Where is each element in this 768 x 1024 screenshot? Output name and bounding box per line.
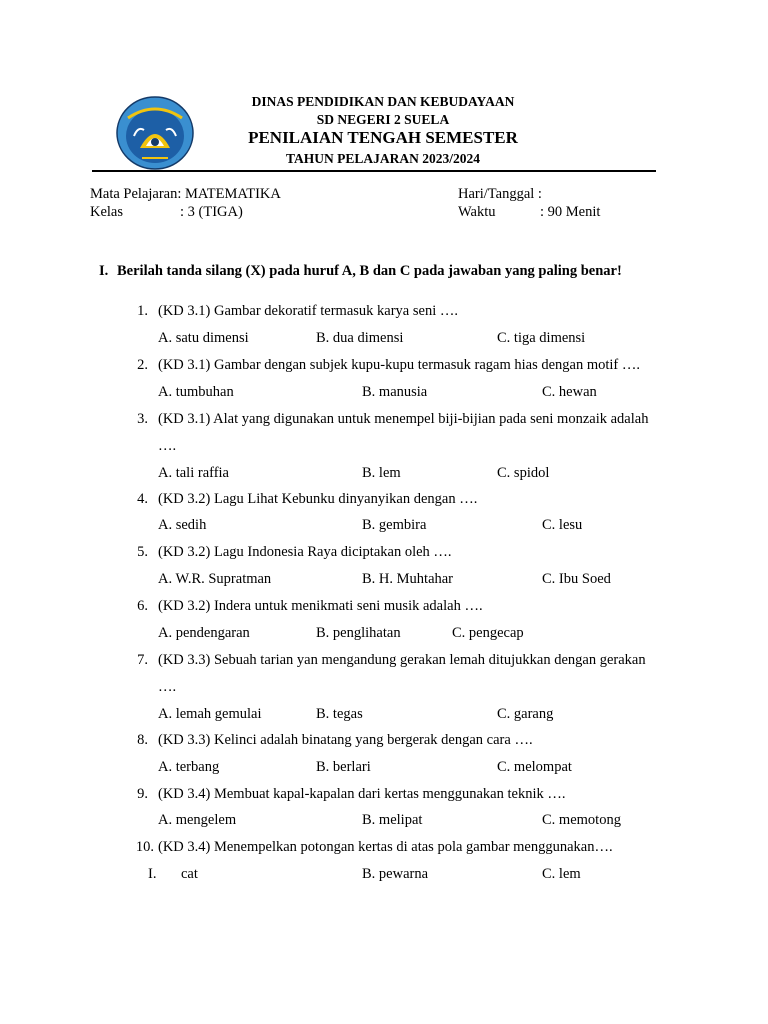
option-a: A. tumbuhan — [158, 384, 234, 400]
option-b: B. berlari — [316, 759, 371, 775]
question-text: (KD 3.1) Alat yang digunakan untuk menempel biji-bijian pada seni monzaik adalah — [158, 411, 649, 427]
question-number: 5. — [137, 544, 148, 560]
option-c: C. lem — [542, 866, 581, 882]
day-date-label: Hari/Tanggal : — [458, 186, 542, 202]
option-b: B. melipat — [362, 812, 423, 828]
question-number: 2. — [137, 357, 148, 373]
question-text: (KD 3.4) Membuat kapal-kapalan dari kertas menggunakan teknik …. — [158, 786, 566, 802]
question-number: 3. — [137, 411, 148, 427]
question-text: (KD 3.2) Lagu Lihat Kebunku dinyanyikan dengan …. — [158, 491, 478, 507]
class-label: Kelas — [90, 204, 124, 220]
option-a: A. mengelem — [158, 812, 237, 828]
option-c: C. memotong — [542, 812, 621, 828]
option-a: A. tali raffia — [158, 465, 229, 481]
question-text: (KD 3.1) Gambar dekoratif termasuk karya seni …. — [158, 303, 458, 319]
question-number: 4. — [137, 491, 148, 507]
option-c: C. Ibu Soed — [542, 571, 611, 587]
header-divider — [92, 170, 656, 172]
question-text-continuation: …. — [158, 679, 177, 695]
option-c: C. tiga dimensi — [497, 330, 586, 346]
option-c: C. hewan — [542, 384, 597, 400]
option-a: A. W.R. Supratman — [158, 571, 272, 587]
question-number: 10. — [135, 839, 154, 855]
question-number: 9. — [137, 786, 148, 802]
time-label: Waktu — [458, 204, 496, 220]
time-value: : 90 Menit — [540, 204, 601, 220]
question-number: 7. — [137, 652, 148, 668]
question-text: (KD 3.3) Sebuah tarian yan mengandung gerakan lemah ditujukkan dengan gerakan — [158, 652, 646, 668]
option-b: B. lem — [362, 465, 401, 481]
question-number: 1. — [137, 303, 148, 319]
option-a: cat — [181, 866, 198, 882]
subject-label: Mata Pelajaran: MATEMATIKA — [90, 186, 281, 202]
option-a: A. pendengaran — [158, 625, 250, 641]
question-text: (KD 3.1) Gambar dengan subjek kupu-kupu termasuk ragam hias dengan motif …. — [158, 357, 641, 373]
option-c: C. spidol — [497, 465, 550, 481]
section-number: I. — [99, 263, 109, 279]
question-text-continuation: …. — [158, 438, 177, 454]
option-c: C. garang — [497, 706, 554, 722]
header-exam-title: PENILAIAN TENGAH SEMESTER — [248, 128, 518, 147]
option-a: A. satu dimensi — [158, 330, 249, 346]
option-b: B. tegas — [316, 706, 363, 722]
question-number: 6. — [137, 598, 148, 614]
question-text: (KD 3.2) Lagu Indonesia Raya diciptakan oleh …. — [158, 544, 452, 560]
section-instruction: Berilah tanda silang (X) pada huruf A, B dan C pada jawaban yang paling benar! — [117, 263, 622, 279]
option-a: A. terbang — [158, 759, 220, 775]
question-text: (KD 3.4) Menempelkan potongan kertas di atas pola gambar menggunakan…. — [158, 839, 613, 855]
option-a: A. lemah gemulai — [158, 706, 262, 722]
option-a: A. sedih — [158, 517, 207, 533]
option-c: C. pengecap — [452, 625, 524, 641]
header-agency: DINAS PENDIDIKAN DAN KEBUDAYAAN — [251, 94, 515, 109]
option-b: B. manusia — [362, 384, 428, 400]
class-value: : 3 (TIGA) — [180, 204, 243, 220]
header-academic-year: TAHUN PELAJARAN 2023/2024 — [285, 151, 480, 166]
option-b: B. pewarna — [362, 866, 429, 882]
option-b: B. H. Muhtahar — [362, 571, 454, 587]
question-text: (KD 3.2) Indera untuk menikmati seni musik adalah …. — [158, 598, 483, 614]
option-c: C. melompat — [497, 759, 572, 775]
question-text: (KD 3.3) Kelinci adalah binatang yang bergerak dengan cara …. — [158, 732, 533, 748]
header-school: SD NEGERI 2 SUELA — [316, 112, 450, 127]
option-c: C. lesu — [542, 517, 583, 533]
option-b: B. penglihatan — [316, 625, 401, 641]
option-b: B. dua dimensi — [316, 330, 404, 346]
option-a-number: I. — [148, 866, 157, 882]
question-number: 8. — [137, 732, 148, 748]
option-b: B. gembira — [362, 517, 427, 533]
